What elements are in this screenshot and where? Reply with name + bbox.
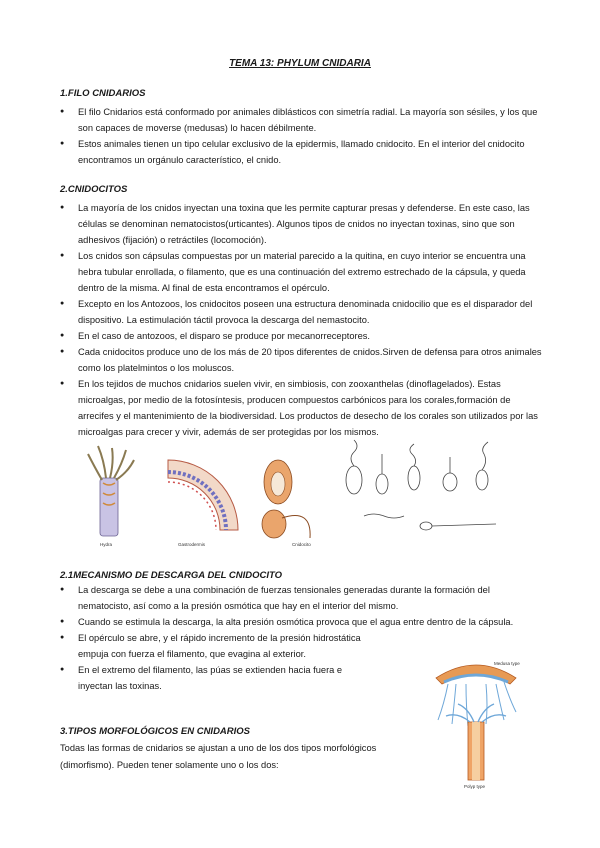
bullet-item: ● En el extremo del filamento, las púas se extienden hacia fuera e inyectan las toxinas. — [60, 662, 378, 694]
gastrodermis-label: Gastrodermis — [178, 542, 206, 547]
page-title: TEMA 13: PHYLUM CNIDARIA — [229, 58, 371, 69]
bullet-item: ● En el caso de antozoos, el disparo se produce por mecanorreceptores. — [60, 328, 545, 344]
bullet-item: ● En los tejidos de muchos cnidarios suelen vivir, en simbiosis, con zooxanthelas (dinoflagelados). Estas microalgas, por medio de la fotosíntesis, producen compuestos carbónicos para los corales,formación de arrecifes y el mantenimiento de la biodiversidad. Los productos de desecho de los corales son utilizados por las microalgas para crecer y vivir, además de ser protegidas por los mismos. — [60, 376, 545, 440]
bullet-list-filo — [60, 104, 545, 168]
bullet-item: ● El filo Cnidarios está conformado por animales diblásticos con simetría radial. La mayoría son sésiles, y los que son capaces de moverse (medusas) lo hacen débilmente. — [60, 104, 545, 136]
body-wall-illustration — [168, 460, 238, 547]
medusa-illustration — [436, 661, 520, 726]
bullet-item: ● Cuando se estimula la descarga, la alta presión osmótica provoca que el agua entre dentro de la cápsula. — [60, 614, 545, 630]
polyp-label: Polyp type — [464, 784, 486, 789]
medusa-polyp-figure — [410, 656, 542, 790]
bullet-item: ● El opérculo se abre, y el rápido incremento de la presión hidrostática empuja con fuerza el filamento, que evagina al exterior. — [60, 630, 378, 662]
polyp-illustration — [446, 704, 506, 789]
bullet-item: ● La mayoría de los cnidos inyectan una toxina que les permite capturar presas y defenderse. En este caso, las células se denominan nematocistos(urticantes). Algunos tipos de cnidos no inyectan toxinas, sino que son adhesivos (fijación) o retráctiles (locomoción). — [60, 200, 545, 248]
hydra-label: Hydra — [100, 542, 113, 547]
section-heading-cnidocitos: 2.CNIDOCITOS — [60, 184, 128, 195]
bullet-item: ● Estos animales tienen un tipo celular exclusivo de la epidermis, llamado cnidocito. En el interior del cnidocito encontramos un orgánulo característico, el cnido. — [60, 136, 545, 168]
hydra-illustration — [88, 446, 134, 547]
section-heading-filo: 1.FILO CNIDARIOS — [60, 88, 146, 99]
bullet-item: ● La descarga se debe a una combinación de fuerzas tensionales generadas durante la formación del nematocisto, así como a la presión osmótica que hay en el interior del mismo. — [60, 582, 545, 614]
cnidocyte-figure — [64, 438, 528, 550]
bullet-list-cnidocitos — [60, 200, 545, 440]
bullet-item: ● Cada cnidocitos produce uno de los más de 20 tipos diferentes de cnidos.Sirven de defensa para otros animales como los platelmintos o los moluscos. — [60, 344, 545, 376]
cnidocyte-illustration — [262, 460, 311, 547]
cnide-types-illustration — [346, 440, 496, 530]
section-heading-tipos: 3.TIPOS MORFOLÓGICOS EN CNIDARIOS — [60, 726, 251, 737]
bullet-item: ● Excepto en los Antozoos, los cnidocitos poseen una estructura denominada cnidocilio que es el disparador del dispositivo. La estimulación táctil provoca la descarga del nemastocito. — [60, 296, 545, 328]
medusa-label: Medusa type — [494, 661, 520, 666]
tipos-paragraph: Todas las formas de cnidarios se ajustan a uno de los dos tipos morfológicos (dimorfismo). Pueden tener solamente uno o los dos: — [60, 743, 377, 770]
bullet-item: ● Los cnidos son cápsulas compuestas por un material parecido a la quitina, en cuyo interior se encuentra una hebra tubular enrollada, o filamento, que es una continuación del extremo estrechado de la cápsula, y queda dentro de la misma. Al final de esta encontramos el opérculo. — [60, 248, 545, 296]
section-heading-mecanismo: 2.1MECANISMO DE DESCARGA DEL CNIDOCITO — [60, 570, 283, 581]
cnidocito-label: Cnidocito — [292, 542, 311, 547]
